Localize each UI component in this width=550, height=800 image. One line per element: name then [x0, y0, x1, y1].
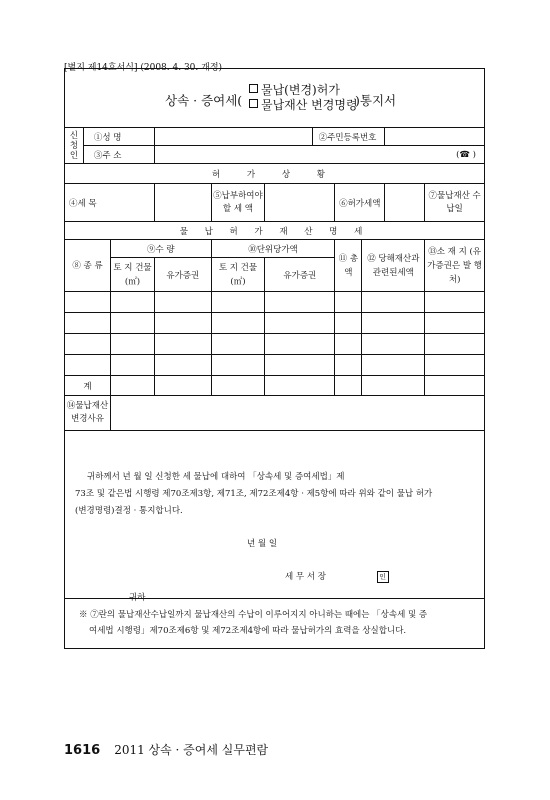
tax-office-head: 세 무 서 장 — [285, 572, 326, 582]
table-row[interactable] — [65, 313, 485, 334]
kind-header: ⑧ 종 류 — [65, 240, 111, 292]
quantity-header: ⑨수 량 — [111, 240, 212, 258]
permitted-amount-field[interactable] — [385, 184, 425, 222]
tax-item-field[interactable] — [155, 184, 212, 222]
name-label: ①성 명 — [83, 128, 154, 146]
footnote — [65, 598, 484, 648]
notice-body — [75, 469, 475, 607]
address-label: ③주 소 — [83, 146, 154, 164]
checkbox-icon — [249, 84, 258, 93]
option-permit: 물납(변경)허가 — [261, 83, 340, 97]
total-header: ⑪ 총 액 — [335, 240, 362, 292]
location-header: ⑬소 재 지 (유가증권은 발 행 처) — [425, 240, 485, 292]
quantity-land-header: 토 지 건물(㎡) — [111, 258, 155, 292]
id-field[interactable] — [385, 128, 485, 146]
name-field[interactable] — [155, 128, 313, 146]
book-title: 2011 상속 · 증여세 실무편람 — [114, 743, 269, 757]
id-label: ②주민등록번호 — [312, 128, 385, 146]
price-securities-header: 유가증권 — [265, 258, 335, 292]
quantity-securities-header: 유가증권 — [155, 258, 212, 292]
unit-price-header: ⑩단위당가액 — [211, 240, 335, 258]
footnote-line: ※ ⑦란의 물납재산수납일까지 물납재산의 수납이 이루어지지 아니하는 때에는 「상속세 및 증 — [79, 610, 428, 620]
payment-date-label: ⑦물납재산 수납일 — [425, 184, 485, 222]
title-suffix: )통지서 — [355, 93, 397, 108]
table-row[interactable] — [65, 355, 485, 376]
table-row[interactable] — [65, 292, 485, 313]
change-reason-label: ⑭물납재산 변경사유 — [65, 396, 111, 431]
title-row — [65, 69, 484, 128]
page-footer — [64, 741, 268, 758]
notice-form — [64, 68, 485, 649]
notice-line: (변경명령)결정 · 통지합니다. — [75, 506, 183, 516]
payable-amount-label: ⑤납부하여야 할 세 액 — [211, 184, 265, 222]
permitted-amount-label: ⑥허가세액 — [335, 184, 385, 222]
related-tax-header: ⑫ 당해재산과 관련된세액 — [362, 240, 425, 292]
checkbox-icon — [249, 99, 258, 108]
notice-date: 년 월 일 — [247, 539, 278, 549]
table-row[interactable] — [65, 334, 485, 355]
payable-amount-field[interactable] — [265, 184, 335, 222]
change-reason-field[interactable] — [111, 396, 485, 431]
notice-line: 귀하께서 년 월 일 신청한 세 물납에 대하여 「상속세 및 증여세법」제 — [87, 472, 345, 482]
applicant-label: 신 청 인 — [65, 128, 84, 164]
phone-label: (☎ ) — [456, 149, 476, 160]
title-prefix: 상속 · 증여세( — [165, 93, 243, 108]
notice-line: 73조 및 같은법 시행령 제70조제3항, 제71조, 제72조제4항 · 제5항에 따라 위와 같이 물납 허가 — [75, 489, 433, 499]
footnote-line: 여세법 시행령」제70조제6항 및 제72조제4항에 따라 물납허가의 효력을 상실합니다. — [89, 626, 407, 636]
sum-label: 계 — [65, 376, 111, 396]
tax-item-label: ④세 목 — [65, 184, 155, 222]
form-table — [64, 127, 485, 431]
page-number: 1616 — [64, 743, 101, 758]
title-options — [249, 83, 358, 113]
form-header: [별지 제14호서식] (2008. 4. 30. 개정) — [64, 63, 223, 73]
seal-icon: 인 — [377, 571, 389, 583]
property-section-title: 물 납 허 가 재 산 명 세 — [65, 222, 485, 240]
option-change: 물납재산 변경명령 — [261, 98, 358, 112]
recipient-label: 귀하 — [129, 593, 146, 603]
price-land-header: 토 지 건물(㎡) — [211, 258, 265, 292]
permit-section-title: 허 가 상 황 — [65, 164, 485, 184]
address-field[interactable] — [155, 146, 485, 164]
